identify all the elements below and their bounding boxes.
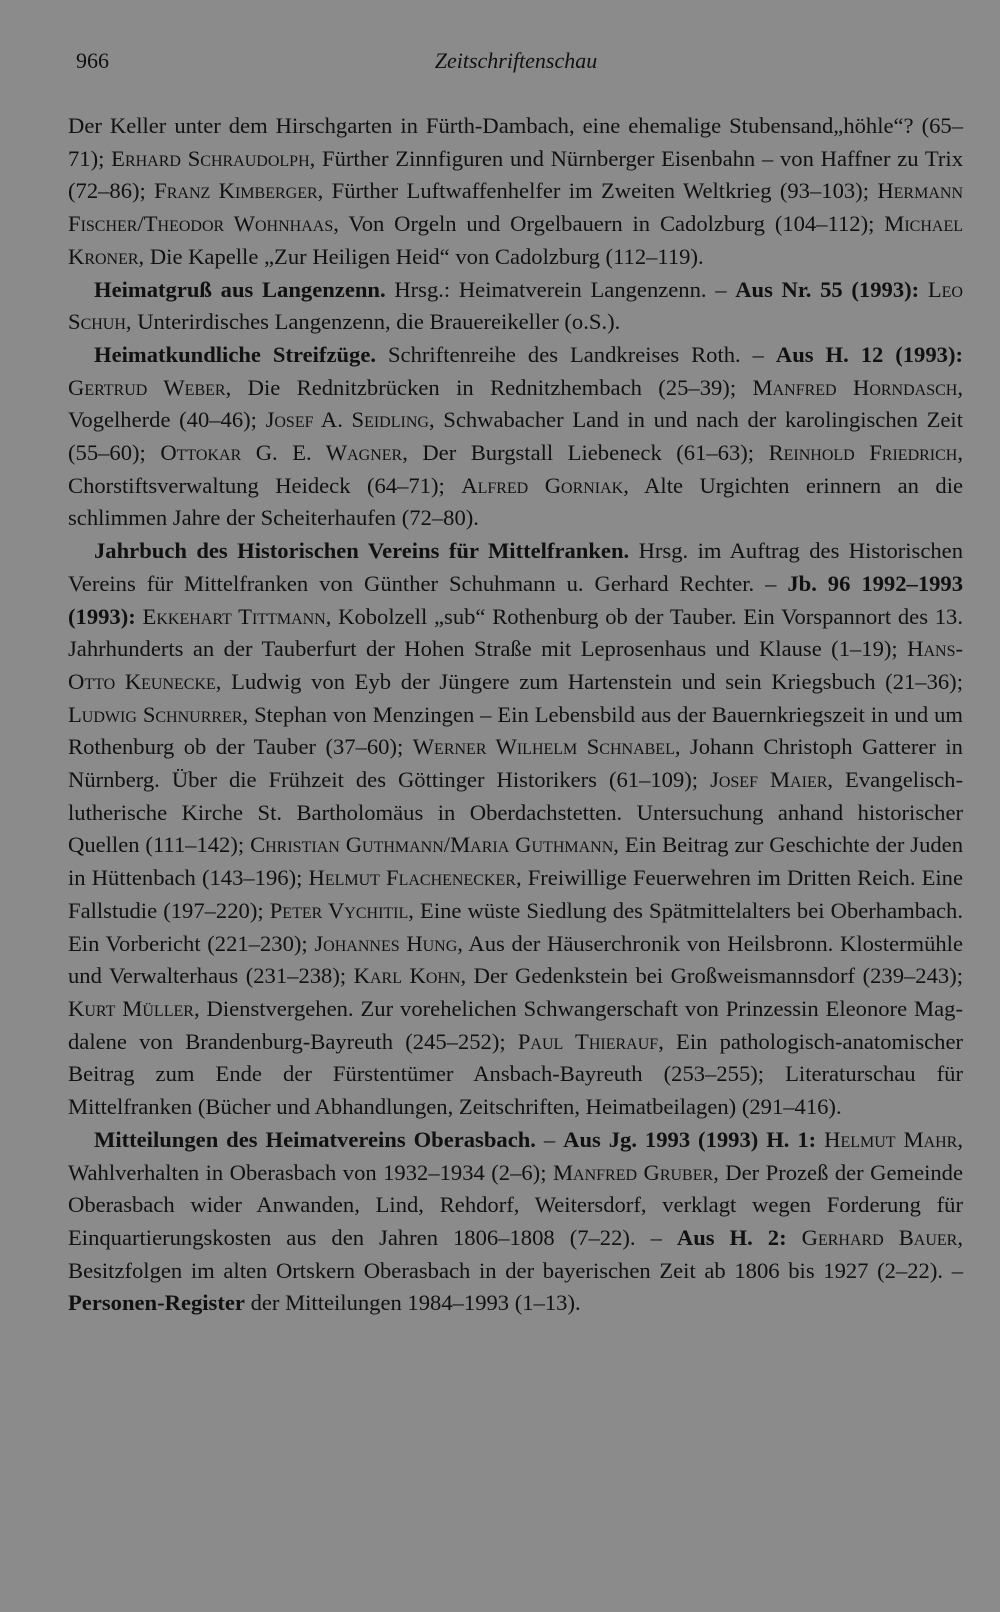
- text-run: , Johann Christoph Gatterer in Nürnberg. Über die Frühzeit des Göttinger Historikers (61–109);: [68, 734, 963, 793]
- author-name: Ottokar G. E. Wagner: [160, 440, 403, 466]
- bibliography-text: [68, 110, 963, 1320]
- journal-title: Heimatkundliche Streifzüge.: [94, 341, 377, 367]
- author-name: Alfred Gorniak: [461, 472, 624, 498]
- text-run: Hrsg.: Heimatverein Langenzenn. –: [385, 276, 736, 302]
- text-run: , Der Gedenkstein bei Großweismannsdorf (239–243);: [460, 963, 963, 989]
- author-name: Franz Kimberger: [154, 178, 318, 204]
- journal-title: Jahrbuch des Historischen Vereins für Mittelfranken.: [94, 538, 630, 564]
- text-run: , Kobolzell „sub“ Rothenburg ob der Tauber. Ein Vorspannort des 13. Jahrhunderts an der Tauberfurt der Hohen Straße mit Leprosenhaus und Klause (1–19);: [68, 603, 963, 662]
- author-name: Helmut Flachenecker: [308, 865, 516, 891]
- journal-title: Mitteilungen des Heimatvereins Oberasbach.: [94, 1126, 536, 1152]
- author-name: Paul Thierauf: [517, 1028, 659, 1054]
- text-run: , Unterirdisches Langenzenn, die Brauereikeller (o.S.).: [125, 309, 621, 335]
- issue-label: Aus H. 2:: [676, 1224, 787, 1250]
- author-name: Hermann Fischer/Theodor Wohnhaas: [68, 178, 963, 237]
- text-run: , Die Kapelle „Zur Heiligen Heid“ von Cadolzburg (112–119).: [138, 243, 704, 269]
- text-run: , Eine wüste Siedlung des Spätmittelalters bei Oberhambach. Ein Vorbericht (221–230);: [68, 897, 963, 956]
- page-number: 966: [76, 48, 109, 73]
- text-run: der Mitteilungen 1984–1993 (1–13).: [244, 1290, 581, 1316]
- text-run: , Stephan von Menzingen – Ein Lebensbild aus der Bauernkriegszeit in und um Rothenburg ob der Tauber (37–60);: [68, 701, 964, 760]
- text-run: , Wahlverhalten in Oberasbach von 1932–1934 (2–6);: [68, 1126, 964, 1185]
- author-name: Karl Kohn: [353, 963, 461, 989]
- text-run: , Evangelisch-lutherische Kirche St. Bartholomäus in Oberdachstetten. Untersuchung anhand historischer Quellen (111–142);: [68, 767, 963, 858]
- issue-label: Aus Jg. 1993 (1993) H. 1:: [563, 1126, 817, 1152]
- text-run: , Chorstiftsverwaltung Heideck (64–71);: [68, 440, 964, 498]
- author-name: Peter Vychitil: [269, 897, 409, 923]
- bibliography-entry: [68, 339, 963, 535]
- author-name: Gerhard Bauer: [801, 1224, 958, 1250]
- issue-label: Aus Nr. 55 (1993):: [735, 276, 920, 302]
- author-name: Erhard Schraudolph: [111, 145, 310, 171]
- author-name: Ekkehart Tittmann: [142, 603, 326, 629]
- bibliography-entry: [68, 1124, 963, 1320]
- author-name: Leo Schuh: [68, 276, 963, 335]
- issue-label: Jb. 96 1992–1993 (1993):: [68, 570, 964, 629]
- text-run: [919, 277, 928, 302]
- page-header: [76, 48, 956, 80]
- text-run: , Der Prozeß der Gemeinde Oberasbach wider Anwanden, Lind, Rehdorf, Weitersdorf, verklagt wegen Forderung für Einquartierungskosten aus den Jahren 1806–1808 (7–22). –: [68, 1159, 964, 1250]
- text-run: , Ein Beitrag zur Geschichte der Juden in Hüttenbach (143–196);: [68, 832, 963, 891]
- author-name: Josef Maier: [710, 767, 828, 793]
- text-run: , Freiwillige Feuerwehren im Dritten Reich. Eine Fallstudie (197–220);: [68, 865, 963, 923]
- text-run: , Dienstvergehen. Zur vorehelichen Schwangerschaft von Prinzessin Eleonore Magdalene von Brandenburg-Bayreuth (245–252);: [68, 995, 963, 1054]
- text-run: [136, 604, 143, 629]
- author-name: Gertrud Weber: [68, 374, 226, 400]
- text-run: , Ein pathologisch-anatomischer Beitrag zum Ende der Fürstentümer Ansbach-Bayreuth (253–255); Literaturschau für Mittelfranken (Bücher und Abhandlungen, Zeitschriften, Heimatbeilagen) (291–416).: [68, 1028, 964, 1120]
- author-name: Reinhold Friedrich: [768, 440, 958, 466]
- text-run: –: [535, 1126, 564, 1152]
- author-name: Hans-Otto Keunecke: [68, 636, 963, 694]
- text-run: [787, 1225, 802, 1250]
- text-run: , Die Rednitzbrücken in Rednitzhembach (25–39);: [225, 374, 753, 400]
- text-run: , Alte Urgichten erinnern an die schlimmen Jahre der Scheiterhaufen (72–80).: [68, 472, 963, 531]
- bibliography-entry: [68, 535, 963, 1124]
- text-run: , Fürther Zinnfiguren und Nürnberger Eisenbahn – von Haffner zu Trix (72–86);: [68, 145, 964, 204]
- text-run: , Schwabacher Land in und nach der karolingischen Zeit (55–60);: [68, 407, 963, 466]
- author-name: Werner Wilhelm Schnabel: [412, 734, 675, 760]
- issue-label: Personen-Register: [68, 1290, 245, 1316]
- text-run: Der Keller unter dem Hirschgarten in Fürth-Dambach, eine ehemalige Stubensand„höhle“? (65–71);: [68, 113, 963, 171]
- text-run: [816, 1127, 824, 1152]
- author-name: Christian Guthmann/Maria Guthmann: [250, 832, 614, 858]
- text-run: , Von Orgeln und Orgelbauern in Cadolzburg (104–112);: [333, 211, 885, 237]
- journal-title: Heimatgruß aus Langenzenn.: [94, 276, 386, 302]
- bibliography-entry: [68, 110, 963, 274]
- text-run: , Vogelherde (40–46);: [68, 374, 964, 433]
- author-name: Kurt Müller: [68, 995, 194, 1021]
- author-name: Manfred Horndasch: [752, 374, 958, 400]
- author-name: Johannes Hung: [314, 930, 458, 956]
- text-run: Hrsg. im Auftrag des Historischen Vereins für Mittelfranken von Günther Schuhmann u. Gerhard Rechter. –: [68, 538, 963, 596]
- running-title: Zeitschriftenschau: [434, 48, 598, 73]
- text-run: , Besitzfolgen im alten Ortskern Oberasbach in der bayerischen Zeit ab 1806 bis 1927 (2–22). –: [68, 1224, 964, 1283]
- author-name: Helmut Mahr: [824, 1126, 958, 1152]
- text-run: Schriftenreihe des Landkreises Roth. –: [376, 341, 776, 367]
- text-run: , Fürther Luftwaffenhelfer im Zweiten Weltkrieg (93–103);: [317, 178, 878, 204]
- text-run: , Aus der Häuserchronik von Heilsbronn. Klostermühle und Verwalterhaus (231–238);: [68, 930, 963, 989]
- issue-label: Aus H. 12 (1993):: [775, 341, 964, 367]
- author-name: Michael Kroner: [68, 211, 963, 269]
- text-run: , Der Burgstall Liebeneck (61–63);: [402, 440, 769, 466]
- author-name: Josef A. Seidling: [265, 407, 429, 433]
- bibliography-entry: [68, 274, 963, 339]
- text-run: , Ludwig von Eyb der Jüngere zum Hartenstein und sein Kriegsbuch (21–36);: [215, 668, 963, 694]
- author-name: Manfred Gruber: [552, 1159, 714, 1185]
- author-name: Ludwig Schnurrer: [68, 701, 243, 727]
